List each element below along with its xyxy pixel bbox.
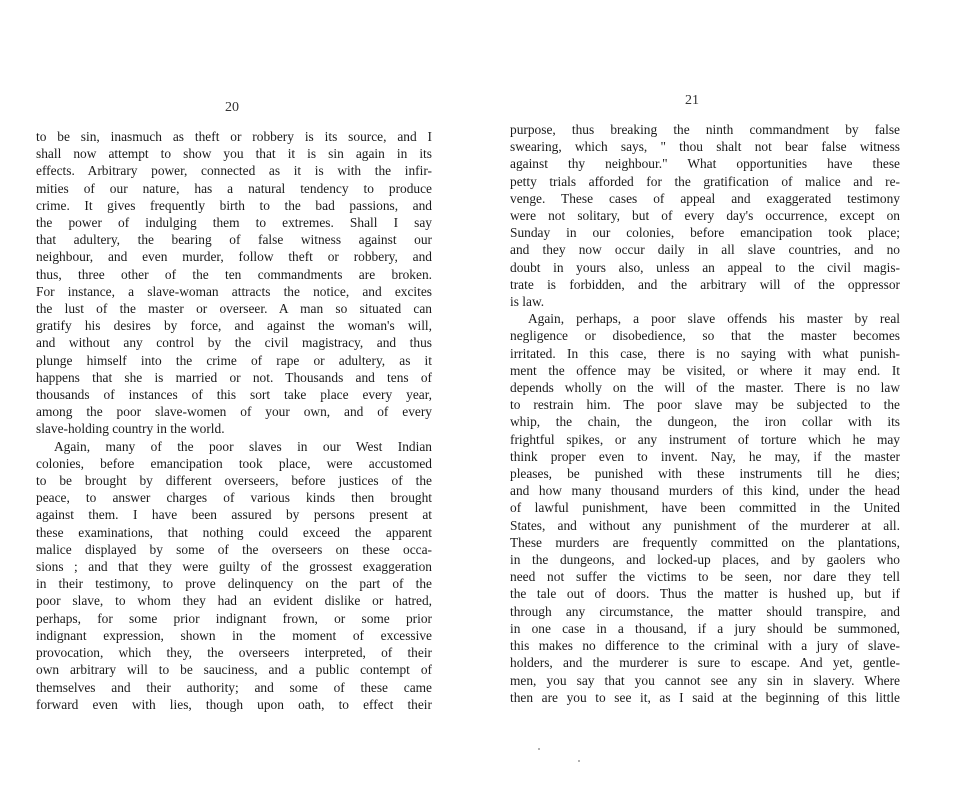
text-line: doubt in yours also, unless an appeal to the civil magis- <box>510 259 900 275</box>
text-line: swearing, which says, " thou shalt not bear false witness <box>510 139 900 155</box>
text-line: this makes no difference to the criminal with a jury of slave- <box>510 638 900 654</box>
text-line: purpose, thus breaking the ninth commandment by false <box>510 122 900 137</box>
text-line: the power of indulging them to extremes. Shall I say <box>36 215 432 231</box>
text-line: neighbour, and even murder, follow theft or robbery, and <box>36 249 432 265</box>
text-line: holders, and the murderer is sure to escape. And yet, gentle- <box>510 655 900 671</box>
text-line: indignant expression, shown in the moment of excessive <box>36 627 432 643</box>
text-line: slave-holding country in the world. <box>36 421 225 437</box>
text-line: thus, three other of the ten commandments are broken. <box>36 266 432 282</box>
left-page-text <box>36 128 432 713</box>
text-line: thousands of instances of this sort take place every year, <box>36 387 432 403</box>
text-line: happens that she is married or not. Thousands and tens of <box>36 369 432 385</box>
text-line: pleases, be punished with these instruments till he dies; <box>510 466 900 482</box>
text-line: forward even with lies, though upon oath, to effect their <box>36 696 432 712</box>
text-line: need not suffer the victims to be seen, nor dare they tell <box>510 569 900 585</box>
text-line: were not solitary, but of every day's occurrence, except on <box>510 208 900 224</box>
text-line: men, you say that you cannot see any sin in slavery. Where <box>510 672 900 688</box>
text-line: negligence or disobedience, so that the master becomes <box>510 328 900 344</box>
text-line: the lust of the master or overseer. A man so situated can <box>36 301 432 317</box>
text-line: For instance, a slave-woman attracts the notice, and excites <box>36 283 432 299</box>
text-line: own arbitrary will to be sauciness, and a public contempt of <box>36 662 432 678</box>
text-line: plunge himself into the crime of rape or adultery, as it <box>36 352 432 368</box>
text-line: is law. <box>510 294 545 310</box>
right-page-text <box>510 121 900 706</box>
scan-speck <box>538 748 540 750</box>
text-line: to restrain him. The poor slave may be subjected to the <box>510 397 900 413</box>
text-line: venge. These cases of appeal and exaggerated testimony <box>510 190 900 206</box>
text-line: peace, to answer charges of various kinds then brought <box>36 490 432 506</box>
text-line: poor slave, to whom they had an evident dislike or hatred, <box>36 593 432 609</box>
text-line: crime. It gives frequently birth to the bad passions, and <box>36 197 432 213</box>
text-line: colonies, before emancipation took place, were accustomed <box>36 455 432 471</box>
text-line: Again, many of the poor slaves in our West Indian <box>54 438 432 454</box>
text-line: malice displayed by some of the overseers on these occa- <box>36 541 432 557</box>
text-line: shall now attempt to show you that it is sin again in its <box>36 146 432 162</box>
page-number-left: 20 <box>225 100 239 115</box>
text-line: think proper even to invent. Nay, he may, if the master <box>510 448 900 464</box>
text-line: These murders are frequently committed on the plantations, <box>510 534 900 550</box>
text-line: in one case in a thousand, if a jury should be summoned, <box>510 620 900 636</box>
text-line: and how many thousand murders of this kind, under the head <box>510 483 900 499</box>
text-line: in their testimony, to prove delinquency on the part of the <box>36 576 432 592</box>
text-line: to be brought by different overseers, before justices of the <box>36 473 432 489</box>
scan-speck <box>578 760 580 762</box>
text-line: then are you to see it, as I said at the beginning of this little <box>510 689 900 705</box>
text-line: provocation, which they, the overseers interpreted, of their <box>36 645 432 661</box>
text-line: effects. Arbitrary power, connected as it is with the infir- <box>36 163 432 179</box>
text-line: and they now occur daily in all slave countries, and no <box>510 242 900 258</box>
text-line: through any circumstance, the matter should transpire, and <box>510 603 900 619</box>
text-line: to be sin, inasmuch as theft or robbery is its source, and I <box>36 129 432 144</box>
text-line: trate is forbidden, and the arbitrary will of the oppressor <box>510 276 900 292</box>
right-page <box>490 0 980 795</box>
text-line: that adultery, the bearing of false witness against our <box>36 232 432 248</box>
text-line: perhaps, for some prior indignant frown, or some prior <box>36 610 432 626</box>
text-line: ment the offence may be visited, or where it may end. It <box>510 362 900 378</box>
text-line: mities of our nature, has a natural tendency to produce <box>36 180 432 196</box>
text-line: gratify his desires by force, and against the woman's will, <box>36 318 432 334</box>
text-line: sions ; and that they were guilty of the grossest exaggeration <box>36 559 432 575</box>
text-line: irritated. In this case, there is no saying with what punish- <box>510 345 900 361</box>
text-line: these examinations, that nothing could exceed the apparent <box>36 524 432 540</box>
text-line: Again, perhaps, a poor slave offends his master by real <box>528 311 900 327</box>
text-line: among the poor slave-women of your own, and of every <box>36 404 432 420</box>
text-line: against them. I have been assured by persons present at <box>36 507 432 523</box>
text-line: petty trials afforded for the gratification of malice and re- <box>510 173 900 189</box>
text-line: in the dungeons, and locked-up places, and by gaolers who <box>510 552 900 568</box>
text-line: States, and without any punishment of the murderer at all. <box>510 517 900 533</box>
text-line: whip, the chain, the dungeon, the iron collar with its <box>510 414 900 430</box>
text-line: themselves and their authority; and some of these came <box>36 679 432 695</box>
text-line: depends wholly on the will of the master. There is no law <box>510 380 900 396</box>
text-line: the tale out of doors. Thus the matter is hushed up, but if <box>510 586 900 602</box>
text-line: of lawful punishment, have been committed in the United <box>510 500 900 516</box>
text-line: frightful spikes, or any instrument of torture which he may <box>510 431 900 447</box>
text-line: Sunday in our colonies, before emancipation took place; <box>510 225 900 241</box>
text-line: against thy neighbour." What opportunities have these <box>510 156 900 172</box>
page-number-right: 21 <box>685 93 699 108</box>
text-line: and without any control by the civil magistracy, and thus <box>36 335 432 351</box>
